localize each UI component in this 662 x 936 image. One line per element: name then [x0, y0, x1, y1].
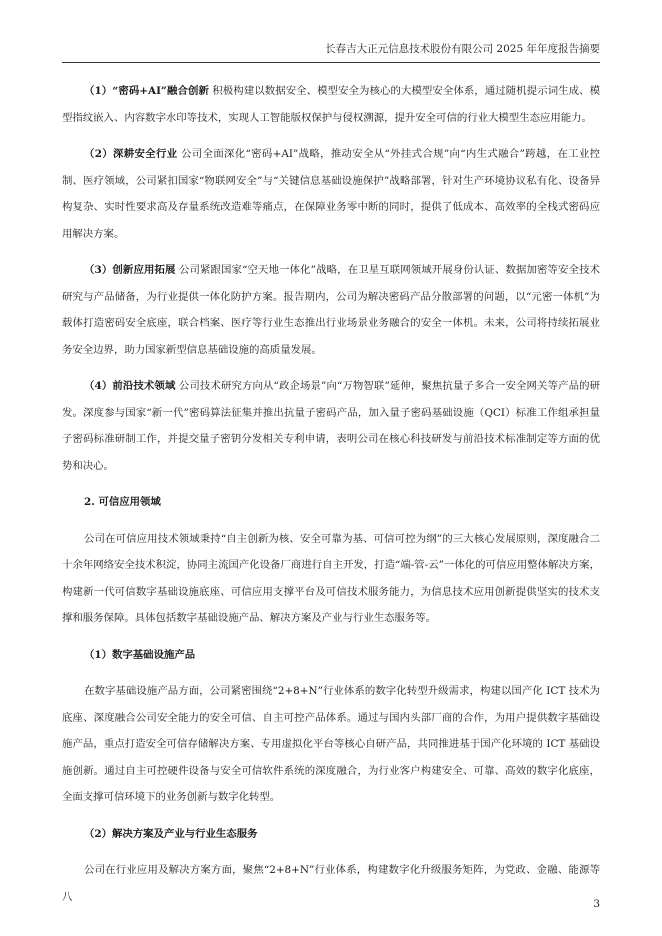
subsection-heading: （1）数字基础设施产品 — [84, 648, 196, 661]
paragraph-lead: （2）深耕安全行业 — [84, 148, 178, 160]
paragraph-lead: （1）“密码+AI”融合创新 — [84, 85, 209, 97]
paragraph-text: 积极构建以数据安全、模型安全为核心的大模型安全体系，通过随机提示词生成、模型指纹嵌入、内容数字水印等技术，实现人工智能版权保护与侵权溯源，提升安全可信的行业大模型生态应用能力。 — [62, 85, 601, 124]
paragraph-lead: （4）前沿技术领域 — [84, 380, 176, 392]
paragraph-ai-fusion — [62, 78, 600, 131]
paragraph-solutions: 公司在行业应用及解决方案方面，聚焦“2+8+N”行业体系，构建数字化升级服务矩阵，为党政、金融、能源等八 — [62, 864, 600, 903]
paragraph-text: 公司紧跟国家“空天地一体化”战略，在卫星互联网领域开展身份认证、数据加密等安全技术研究与产品储备，为行业提供一体化防护方案。报告期内，公司为解决密码产品分散部署的问题，以“元密一体机”为载体打造密码安全底座，联合档案、医疗等行业生态推出行业场景业务融合的安全一体机。未来，公司将持续拓展业务安全边界，助力国家新型信息基础设施的高质量发展。 — [62, 264, 600, 356]
paragraph-text: 公司全面深化“密码+AI”战略，推动安全从“外挂式合规”向“内生式融合”跨越，在工业控制、医疗领域，公司紧扣国家“物联网安全”与“关键信息基础设施保护”战略部署，针对生产环境协议私有化、设备异构复杂、实时性要求高及存量系统改造难等痛点，在保障业务零中断的同时，提供了低成本、高效率的全栈式密码应用解决方案。 — [62, 148, 600, 240]
paragraph-frontier — [62, 373, 600, 479]
header-divider — [62, 62, 600, 63]
document-body — [62, 78, 600, 920]
paragraph-digital-infra: 在数字基础设施产品方面，公司紧密围绕“2+8+N”行业体系的数字化转型升级需求，构建以国产化 ICT 技术为底座、深度融合公司安全能力的安全可信、自主可控产品体系。通过与国内头部厂商的合作，为用户提供数字基础设施产品，重点打造安全可信存储解决方案、专用虚拟化平台等核心自研产品，共同推进基于国产化环境的 ICT 基础设施创新。通过自主可控硬件设备与安全可信软件系统的深度融合，为行业客户构建安全、可靠、高效的数字化底座，全面支撑可信环境下的业务创新与数字化转型。 — [62, 685, 600, 803]
page-header: 长春吉大正元信息技术股份有限公司 2025 年年度报告摘要 — [325, 43, 600, 55]
paragraph-innovation — [62, 257, 600, 363]
paragraph-text: 公司技术研究方向从“政企场景”向“万物智联”延伸，聚焦抗量子多合一安全网关等产品的研发。深度参与国家“新一代”密码算法征集并推出抗量子密码产品，加入量子密码基础设施（QCI）标准工作组承担量子密码标准研制工作，并提交量子密钥分发相关专利申请，表明公司在核心科技研发与前沿技术标准制定等方面的优势和决心。 — [62, 380, 601, 472]
paragraph-security-industry — [62, 141, 600, 247]
page-number: 3 — [593, 898, 600, 910]
paragraph-trusted-apps: 公司在可信应用技术领域秉持“自主创新为核、安全可靠为基、可信可控为纲”的三大核心发展原则，深度融合二十余年网络安全技术积淀，协同主流国产化设备厂商进行自主开发，打造“端-管-云”一体化的可信应用整体解决方案，构建新一代可信数字基础设施底座、可信应用支撑平台及可信技术服务能力，为信息技术应用创新提供坚实的技术支撑和服务保障。具体包括数字基础设施产品、解决方案及产业与行业生态服务等。 — [62, 532, 600, 624]
paragraph-lead: （3）创新应用拓展 — [84, 264, 176, 276]
section-heading: 2. 可信应用领域 — [84, 496, 161, 508]
subsection-heading: （2）解决方案及产业与行业生态服务 — [84, 827, 258, 840]
